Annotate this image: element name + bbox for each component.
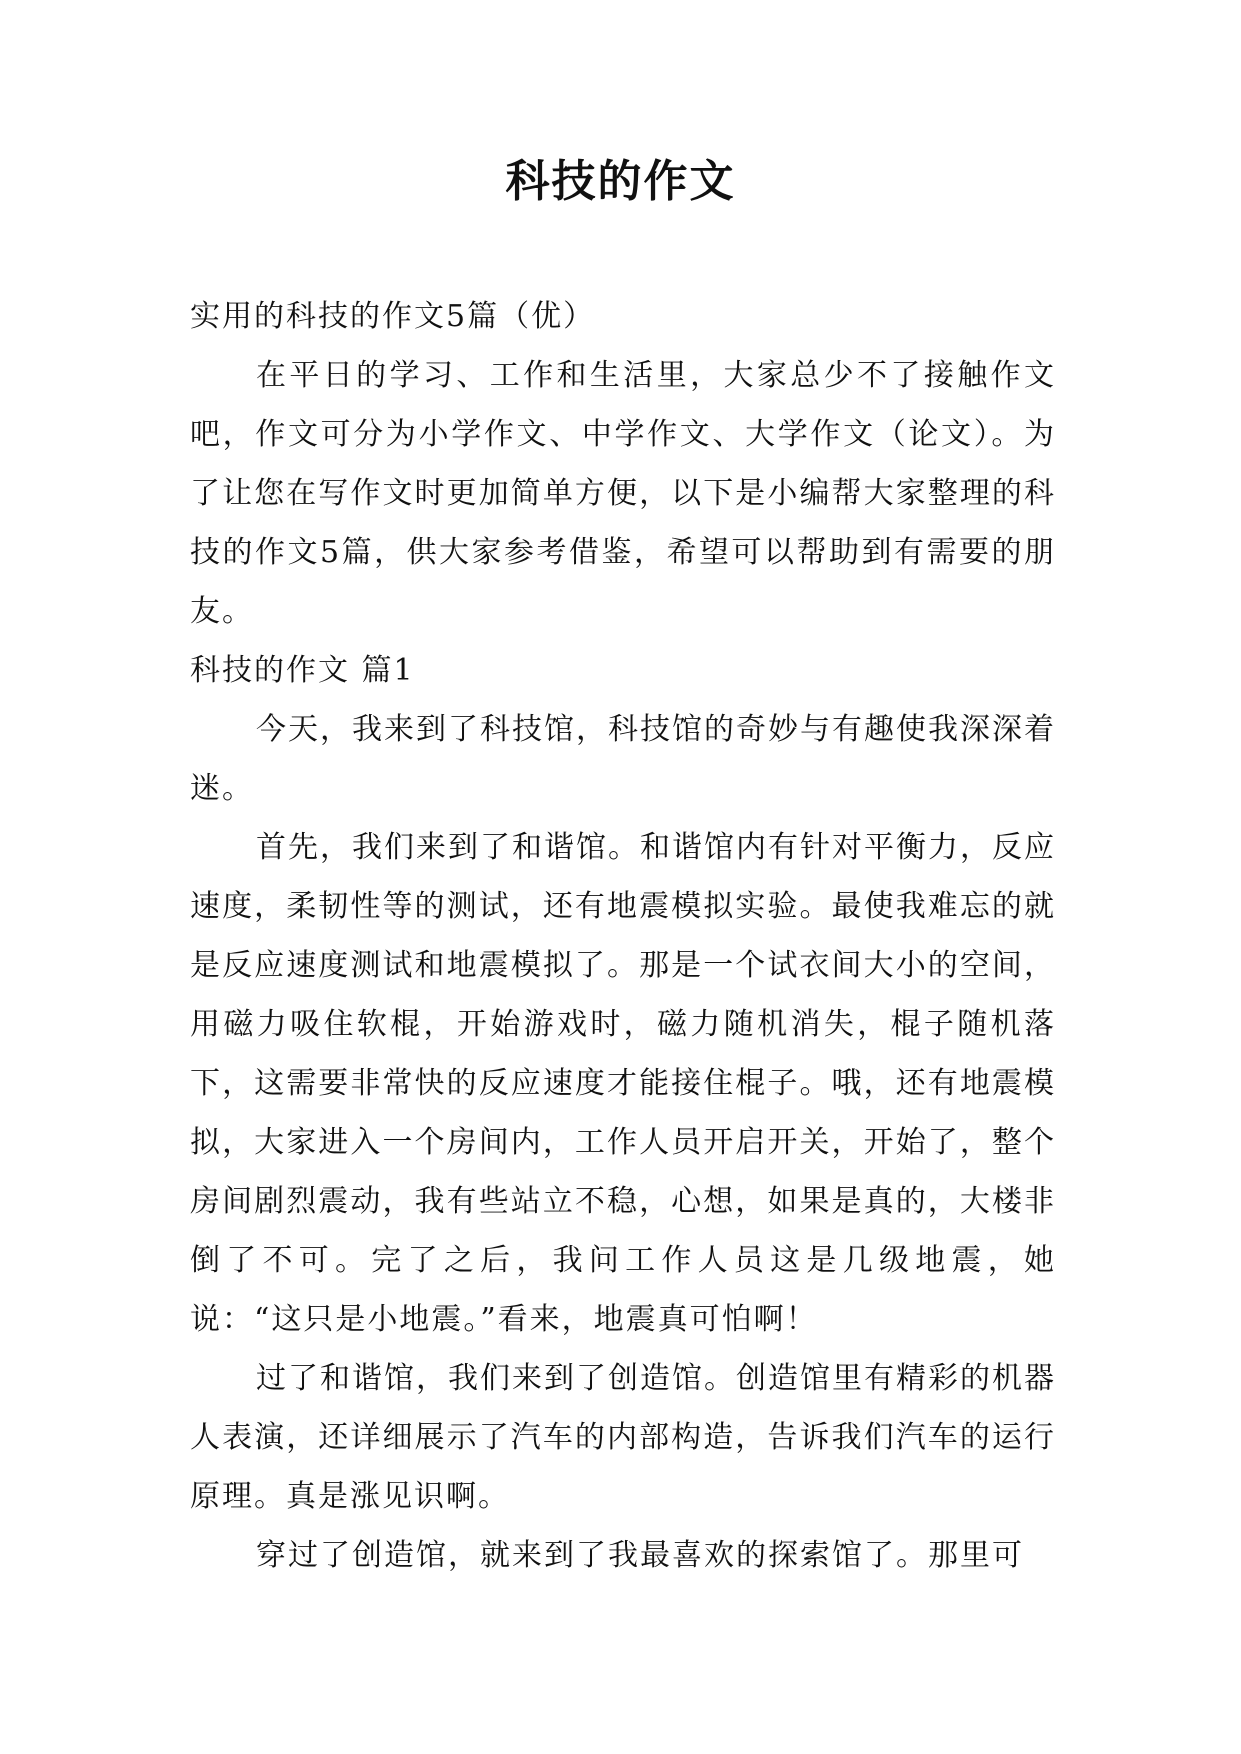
paragraph-2: 首先，我们来到了和谐馆。和谐馆内有针对平衡力，反应速度，柔韧性等的测试，还有地震模拟实验。最使我难忘的就是反应速度测试和地震模拟了。那是一个试衣间大小的空间，用磁力吸住软棍，开始游戏时，磁力随机消失，棍子随机落下，这需要非常快的反应速度才能接住棍子。哦，还有地震模拟，大家进入一个房间内，工作人员开启开关，开始了，整个房间剧烈震动，我有些站立不稳，心想，如果是真的，大楼非倒了不可。完了之后，我问工作人员这是几级地震，她说：“这只是小地震。”看来，地震真可怕啊！ — [190, 830, 1056, 1337]
paragraph-1: 今天，我来到了科技馆，科技馆的奇妙与有趣使我深深着迷。 — [190, 712, 1056, 806]
document-subtitle: 实用的科技的作文5篇（优） — [190, 299, 596, 334]
document-body — [190, 287, 1056, 1585]
document-title: 科技的作文 — [505, 156, 736, 207]
section-heading: 科技的作文 篇1 — [190, 653, 415, 688]
intro-paragraph: 在平日的学习、工作和生活里，大家总少不了接触作文吧，作文可分为小学作文、中学作文、大学作文（论文）。为了让您在写作文时更加简单方便，以下是小编帮大家整理的科技的作文5篇，供大家参考借鉴，希望可以帮助到有需要的朋友。 — [190, 358, 1056, 629]
paragraph-3: 过了和谐馆，我们来到了创造馆。创造馆里有精彩的机器人表演，还详细展示了汽车的内部构造，告诉我们汽车的运行原理。真是涨见识啊。 — [190, 1361, 1056, 1514]
paragraph-4: 穿过了创造馆，就来到了我最喜欢的探索馆了。那里可 — [256, 1538, 1024, 1573]
